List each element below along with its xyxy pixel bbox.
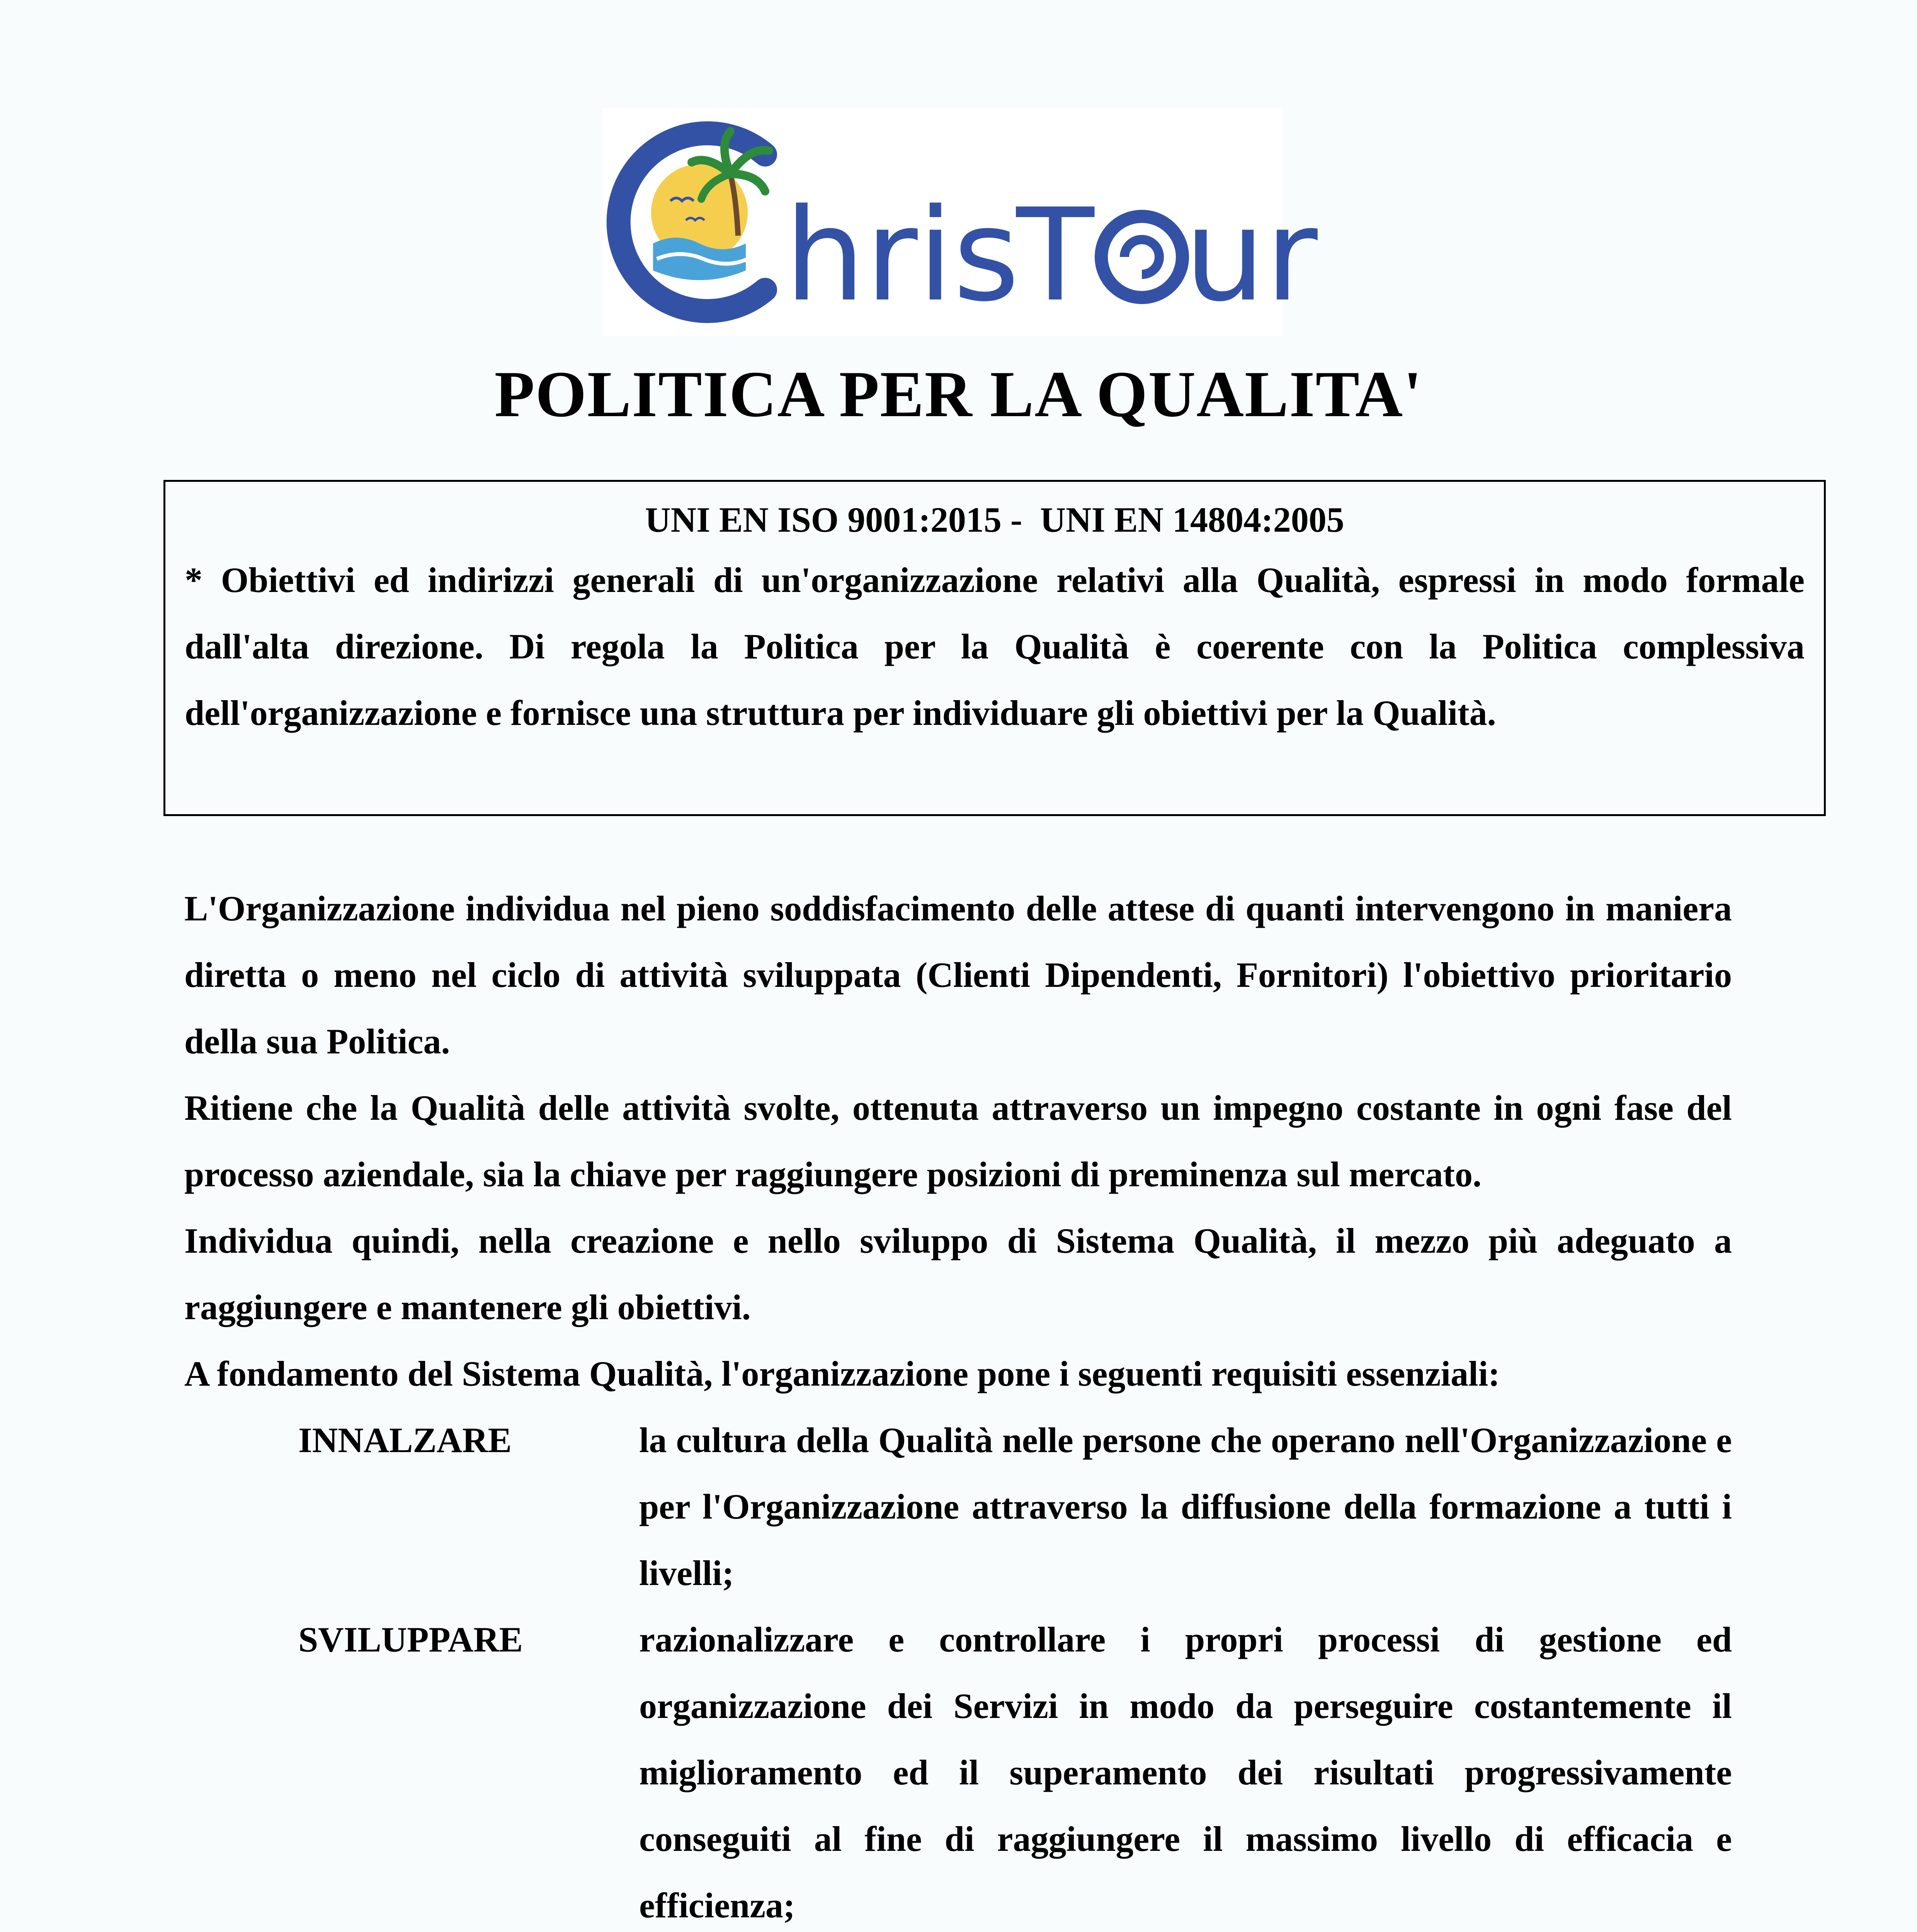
paragraph-1: L'Organizzazione individua nel pieno soddisfacimento delle attese di quanti intervengono in maniera diretta o meno nel ciclo di attività sviluppata (Clienti Dipendenti, Fornitori) l'obiettivo prioritario della sua Politica. <box>184 889 1732 1061</box>
svg-text:ur: ur <box>1184 181 1318 330</box>
paragraph-2: Ritiene che la Qualità delle attività svolte, ottenuta attraverso un impegno costante in ogni fase del processo aziendale, sia la chiave per raggiungere posizioni di preminenza sul mercato. <box>184 1088 1732 1194</box>
requirement-item <box>184 1407 1732 1606</box>
paragraph-3: Individua quindi, nella creazione e nello sviluppo di Sistema Qualità, il mezzo più adeguato a raggiungere e mantenere gli obiettivi. <box>184 1221 1732 1327</box>
christour-logo <box>603 108 1318 336</box>
page-title: POLITICA PER LA QUALITA' <box>494 358 1423 430</box>
svg-text:hris: hris <box>784 181 1020 330</box>
requirements-list <box>184 1407 1732 1932</box>
requirement-item <box>184 1606 1732 1932</box>
svg-text:T: T <box>1016 181 1094 330</box>
requirement-text: la cultura della Qualità nelle persone che operano nell'Organizzazione e per l'Organizzazione attraverso la diffusione della formazione a tutti i livelli; <box>639 1420 1732 1593</box>
requirement-key: SVILUPPARE <box>298 1620 523 1659</box>
requirement-key: INNALZARE <box>298 1420 512 1460</box>
definition-box <box>163 480 1826 816</box>
policy-body <box>184 875 1732 1932</box>
requirement-text: razionalizzare e controllare i propri processi di gestione ed organizzazione dei Servizi in modo da perseguire costantemente il miglioramento ed il superamento dei risultati progressivamente conseguiti al fine di raggiungere il massimo livello di efficacia e efficienza; <box>639 1620 1732 1925</box>
definition-text: * Obiettivi ed indirizzi generali di un'organizzazione relativi alla Qualità, espressi in modo formale dall'alta direzione. Di regola la Politica per la Qualità è coerente con la Politica complessiva dell'organizzazione e fornisce una struttura per individuare gli obiettivi per la Qualità. <box>185 560 1805 733</box>
logo-graphic <box>603 108 1318 336</box>
paragraph-4: A fondamento del Sistema Qualità, l'organizzazione pone i seguenti requisiti essenziali: <box>184 1354 1500 1393</box>
standards-line: UNI EN ISO 9001:2015 - UNI EN 14804:2005 <box>645 500 1344 539</box>
